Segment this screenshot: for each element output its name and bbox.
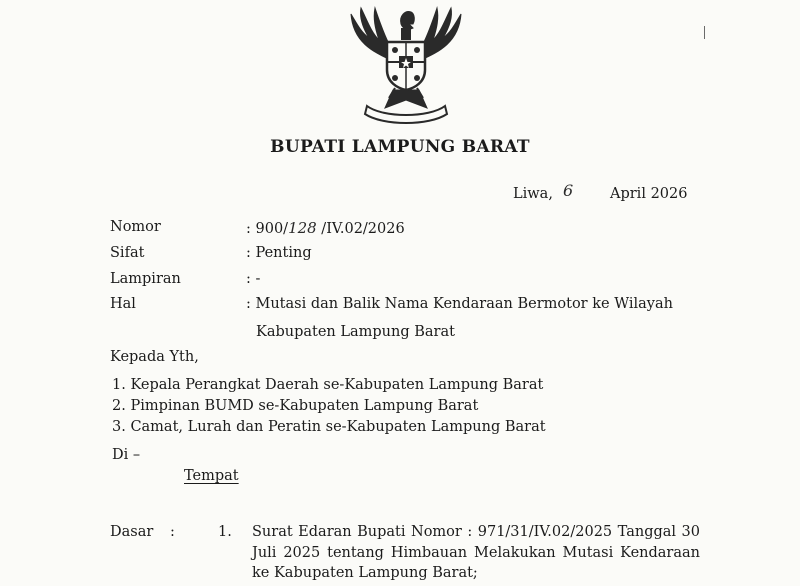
hal-line-2: Kabupaten Lampung Barat	[256, 324, 455, 340]
di-label: Di –	[112, 447, 141, 463]
hal-line-1: : Mutasi dan Balik Nama Kendaraan Bermotor ke Wilayah	[246, 296, 673, 312]
scan-mark	[704, 26, 705, 39]
dasar-label: Dasar	[110, 524, 154, 540]
recipient-item-2: 2. Pimpinan BUMD se-Kabupaten Lampung Barat	[112, 398, 479, 414]
lampiran-label: Lampiran	[110, 271, 181, 287]
nomor-handwritten: 128	[288, 219, 317, 237]
greeting: Kepada Yth,	[110, 349, 199, 365]
hal-label: Hal	[110, 296, 136, 312]
nomor-label: Nomor	[110, 219, 161, 235]
nomor-suffix: /IV.02/2026	[316, 221, 405, 237]
dasar-colon: :	[170, 524, 175, 540]
date-month-year: April 2026	[610, 186, 688, 202]
recipient-item-3: 3. Camat, Lurah dan Peratin se-Kabupaten Lampung Barat	[112, 419, 546, 435]
sifat-label: Sifat	[110, 245, 145, 261]
letter-title: BUPATI LAMPUNG BARAT	[270, 137, 530, 157]
dasar-item-text: Surat Edaran Bupati Nomor : 971/31/IV.02/2025 Tanggal 30 Juli 2025 tentang Himbauan Melakukan Mutasi Kendaraan ke Kabupaten Lampung Barat;	[252, 524, 700, 581]
dasar-item-number: 1.	[218, 524, 232, 540]
sifat-value: : Penting	[246, 245, 312, 261]
recipient-item-1: 1. Kepala Perangkat Daerah se-Kabupaten Lampung Barat	[112, 377, 544, 393]
nomor-value	[246, 219, 405, 237]
date-place: Liwa,	[513, 186, 553, 202]
lampiran-value: : -	[246, 271, 261, 287]
garuda-emblem-icon	[343, 2, 469, 126]
nomor-prefix: : 900/	[246, 221, 289, 237]
date-day-handwritten: 6	[563, 181, 574, 200]
tempat-label: Tempat	[184, 468, 239, 484]
